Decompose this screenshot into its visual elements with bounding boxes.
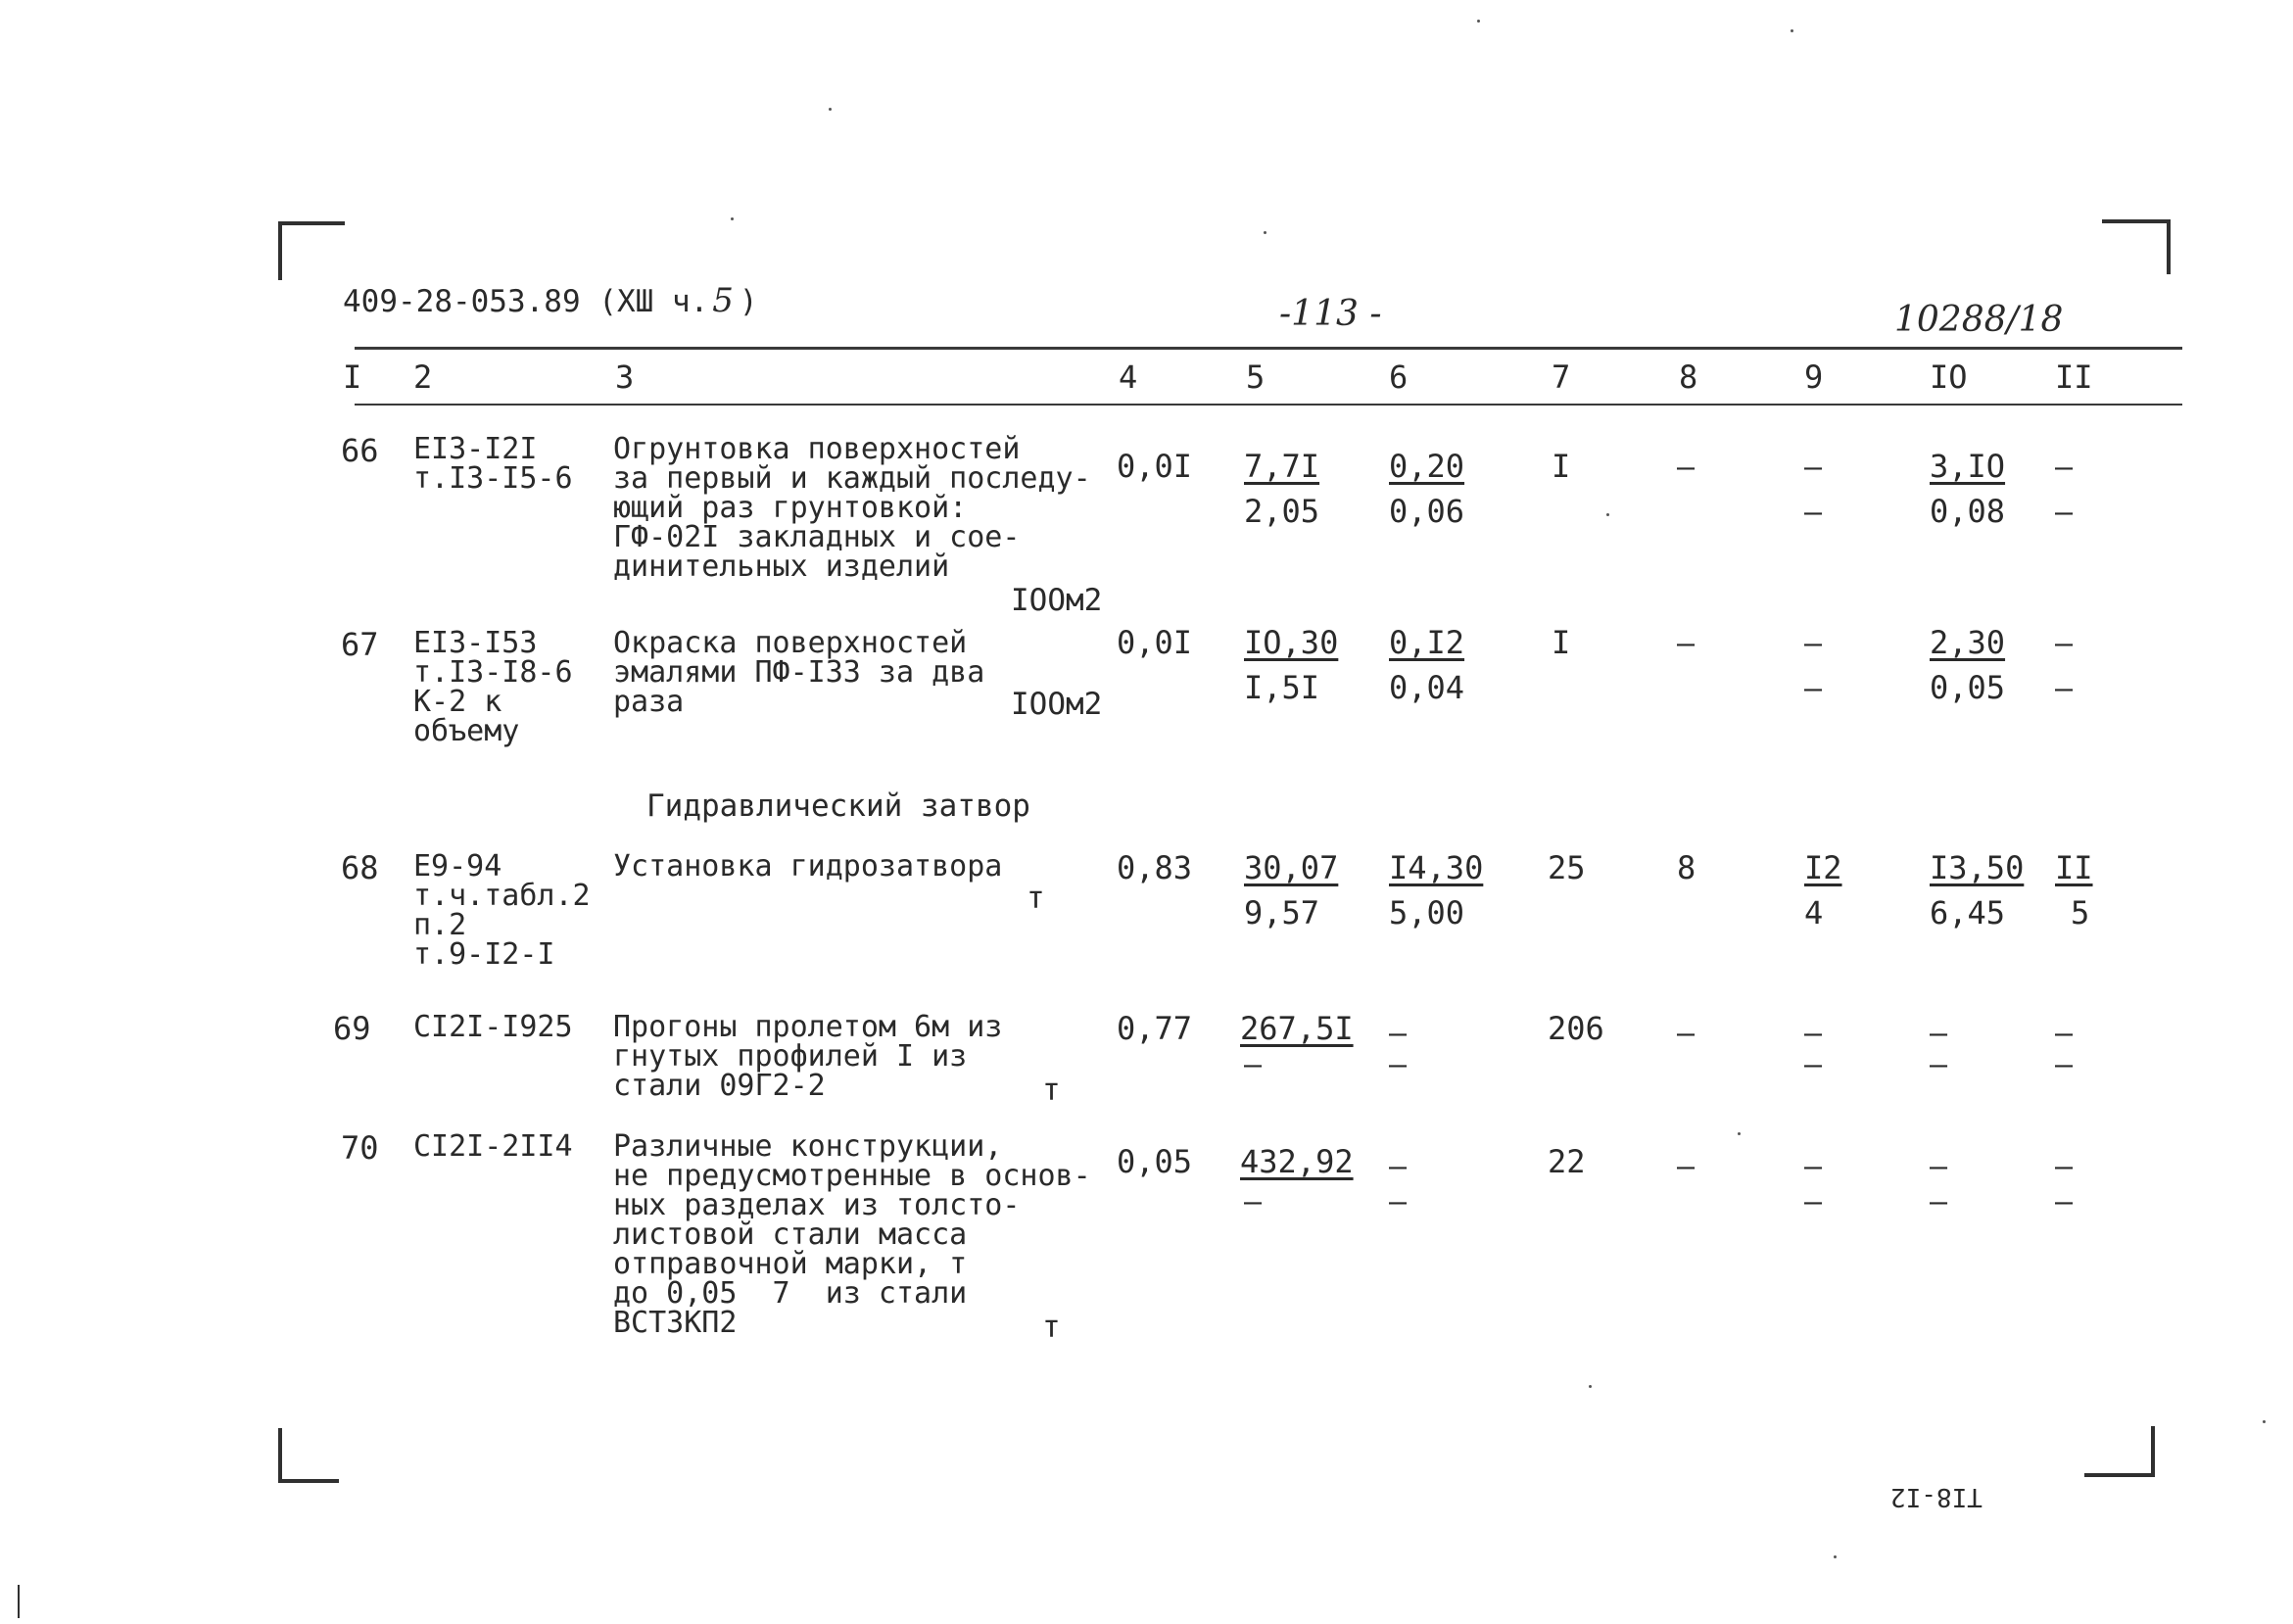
work-description: Установка гидрозатвора [613, 849, 1003, 884]
cell-8: – [1677, 627, 1696, 661]
scan-speck [1264, 231, 1266, 234]
crop-mark-bottom-left [278, 1479, 339, 1483]
cell-9-bottom: – [1804, 1185, 1823, 1219]
cell-9-bottom: – [1804, 672, 1823, 706]
cell-6-bottom: 5,00 [1389, 894, 1465, 931]
cell-11-top: – [2055, 627, 2074, 661]
price-code: EI3-I2I т.I3-I5-6 [413, 432, 573, 496]
cell-9-top: – [1804, 627, 1823, 661]
row-number: 69 [333, 1010, 371, 1047]
unit: IOOм2 [1011, 687, 1103, 722]
crop-mark-bottom-right-v [2151, 1426, 2155, 1477]
cell-5-bottom: I,5I [1244, 669, 1320, 706]
cell-6-bottom: – [1389, 1048, 1408, 1082]
cell-9-bottom: 4 [1804, 894, 1824, 931]
cell-8: – [1677, 451, 1696, 485]
scan-speck [731, 217, 734, 220]
row-number: 68 [341, 849, 379, 886]
work-description: Различные конструкции, не предусмотренные в основ- ных разделах из толсто- листовой стали масса отправочной марки, т до 0,05 7 из стали ВСТ3КП2 [613, 1129, 1091, 1340]
cell-11-bottom: – [2055, 1185, 2074, 1219]
cell-11-bottom: 5 [2071, 894, 2090, 931]
cell-6-top: I4,30 [1389, 849, 1484, 886]
row-number: 66 [341, 432, 379, 469]
price-code: E9-94 т.ч.табл.2 п.2 т.9-I2-I [413, 849, 591, 972]
cell-5-top: 7,7I [1244, 448, 1320, 485]
cell-6-bottom: – [1389, 1185, 1408, 1219]
cell-11-top: – [2055, 451, 2074, 485]
unit: т [1042, 1073, 1061, 1108]
cell-6-top: – [1389, 1017, 1408, 1051]
col-1: I [343, 358, 362, 396]
scan-speck [1477, 20, 1480, 23]
cell-7: I [1552, 448, 1571, 485]
crop-mark-top-right-v [2167, 219, 2171, 274]
header-rule-bottom [355, 404, 2182, 406]
price-code: EI3-I53 т.I3-I8-6 K-2 к объему [413, 626, 573, 748]
cell-10-top: 2,30 [1930, 624, 2006, 661]
cell-11-top: II [2055, 849, 2093, 886]
cell-8: – [1677, 1150, 1696, 1184]
unit: т [1042, 1310, 1061, 1345]
price-code: CI2I-I925 [413, 1010, 573, 1044]
scan-speck [1738, 1132, 1741, 1135]
cell-7: 206 [1548, 1010, 1604, 1047]
scan-speck [1606, 513, 1609, 516]
col-6: 6 [1389, 358, 1409, 396]
cell-11-top: – [2055, 1017, 2074, 1051]
col-9: 9 [1804, 358, 1824, 396]
cell-5-bottom: 2,05 [1244, 493, 1320, 530]
cell-9-top: – [1804, 451, 1823, 485]
cell-10-top: – [1930, 1150, 1948, 1184]
cell-9-top: – [1804, 1017, 1823, 1051]
col-11: II [2055, 358, 2093, 396]
cell-11-bottom: – [2055, 496, 2074, 530]
cell-6-top: 0,20 [1389, 448, 1465, 485]
row-number: 70 [341, 1129, 379, 1167]
crop-mark-top-left-v [278, 221, 282, 280]
col-10: IO [1930, 358, 1968, 396]
margin-stroke [18, 1585, 20, 1618]
cell-6-bottom: 0,04 [1389, 669, 1465, 706]
cell-5-top: 30,07 [1244, 849, 1339, 886]
cell-7: 25 [1548, 849, 1586, 886]
scan-speck [2263, 1420, 2266, 1423]
crop-mark-bottom-left-v [278, 1428, 282, 1483]
scan-speck [1791, 29, 1793, 32]
cell-10-bottom: 6,45 [1930, 894, 2006, 931]
cell-4: 0,77 [1117, 1010, 1193, 1047]
cell-5-top: 267,5I [1240, 1010, 1354, 1047]
cell-9-bottom: – [1804, 496, 1823, 530]
cell-10-top: I3,50 [1930, 849, 2025, 886]
work-description: Огрунтовка поверхностей за первый и каждый последу- ющий раз грунтовкой: ГФ-02I закладных и сое- динительных изделий [613, 432, 1091, 584]
cell-10-bottom: – [1930, 1048, 1948, 1082]
cell-10-bottom: 0,05 [1930, 669, 2006, 706]
cell-4: 0,0I [1117, 448, 1193, 485]
cell-9-top: – [1804, 1150, 1823, 1184]
scan-speck [1589, 1385, 1592, 1388]
work-description: Окраска поверхностей эмалями ПФ-I33 за два раза [613, 626, 985, 719]
cell-4: 0,05 [1117, 1143, 1193, 1180]
cell-7: I [1552, 624, 1571, 661]
cell-6-bottom: 0,06 [1389, 493, 1465, 530]
cell-11-bottom: – [2055, 1048, 2074, 1082]
col-5: 5 [1246, 358, 1266, 396]
cell-10-bottom: 0,08 [1930, 493, 2006, 530]
cell-11-bottom: – [2055, 672, 2074, 706]
cell-4: 0,0I [1117, 624, 1193, 661]
crop-mark-bottom-right [2084, 1473, 2155, 1477]
col-7: 7 [1552, 358, 1571, 396]
unit: т [1027, 881, 1045, 916]
footer-mark: TI8-I2 [1890, 1482, 1982, 1511]
col-2: 2 [413, 358, 433, 396]
page-number: -113 - [1279, 294, 1382, 334]
cell-8: 8 [1677, 849, 1696, 886]
cell-4: 0,83 [1117, 849, 1193, 886]
crop-mark-top-right [2102, 219, 2171, 223]
cell-5-bottom: 9,57 [1244, 894, 1320, 931]
header-rule-top [355, 347, 2182, 350]
work-description: Прогоны пролетом 6м из гнутых профилей I из стали 09Г2-2 [613, 1010, 1003, 1103]
cell-10-top: – [1930, 1017, 1948, 1051]
doc-code: 409-28-053.89 (XШ ч. 5 ) [343, 281, 758, 320]
cell-8: – [1677, 1017, 1696, 1051]
cell-9-bottom: – [1804, 1048, 1823, 1082]
cell-11-top: – [2055, 1150, 2074, 1184]
section-title: Гидравлический затвор [646, 788, 1030, 824]
scan-speck [829, 108, 832, 111]
col-3: 3 [615, 358, 635, 396]
cell-5-bottom: – [1244, 1048, 1263, 1082]
unit: IOOм2 [1011, 583, 1103, 618]
scan-speck [1834, 1555, 1837, 1558]
cell-7: 22 [1548, 1143, 1586, 1180]
cell-6-top: – [1389, 1150, 1408, 1184]
price-code: CI2I-2II4 [413, 1129, 573, 1164]
cell-9-top: I2 [1804, 849, 1842, 886]
crop-mark-top-left [278, 221, 345, 225]
inventory-number: 10288/18 [1894, 300, 2064, 340]
col-4: 4 [1119, 358, 1138, 396]
col-8: 8 [1679, 358, 1698, 396]
cell-5-top: 432,92 [1240, 1143, 1354, 1180]
cell-10-top: 3,IO [1930, 448, 2006, 485]
cell-5-top: IO,30 [1244, 624, 1339, 661]
cell-5-bottom: – [1244, 1185, 1263, 1219]
row-number: 67 [341, 626, 379, 663]
cell-6-top: 0,I2 [1389, 624, 1465, 661]
cell-10-bottom: – [1930, 1185, 1948, 1219]
